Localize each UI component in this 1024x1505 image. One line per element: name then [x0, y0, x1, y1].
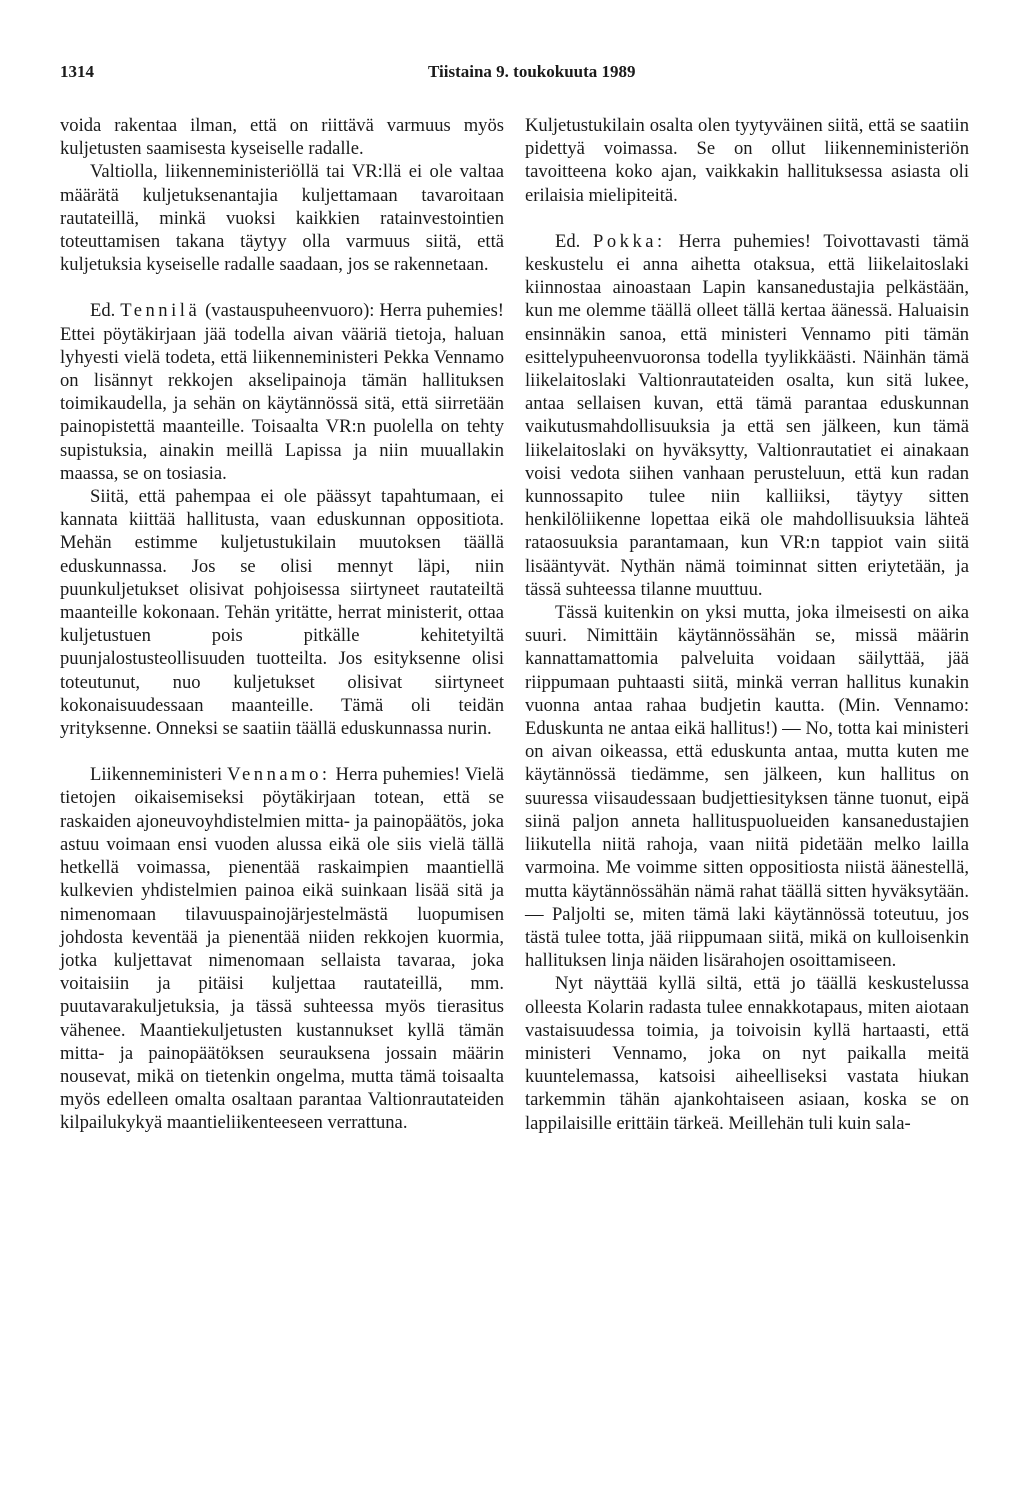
paragraph: Kuljetustukilain osalta olen tyytyväinen siitä, että se saatiin pidettyä voimassa. Se on ollut liikenneministeriön tavoitteena koko ajan, vaikkakin hallituksessa asiasta oli erilaisia mielipiteitä.	[525, 115, 969, 206]
page-header	[60, 62, 970, 88]
speech-text: Herra puhemies! Toivottavasti tämä keskustelu ei anna aihetta otaksua, että liikelaitoslaki kiinnostaa ainoastaan Lapin kansanedustajia pelkästään, kun me olemme täällä olleet tällä kertaa äänessä. Haluaisin ensinnäkin sanoa, että ministeri Vennamo piti tämän esittelypuheenvuoronsa todella tyylikkäästi. Näinhän tämä liikelaitoslaki Valtionrautateiden osalta, kun sitä lukee, antaa sellaisen kuvan, että tämä parantaa eduskunnan vaikutusmahdollisuuksia ja että sen jälkeen, kun tämä liikelaitoslaki on hyväksytty, Valtionrautatiet ei ainakaan voisi vedota siihen vanhaan perusteluun, että kun radan kunnossapito tulee niin kalliiksi, täytyy sitten henkilöliikenne lopettaa eikä ole mahdollisuuksia lähteä rataosuuksia parantamaan, kun VR:n tappiot vain siitä lisääntyvät. Nythän nämä toiminnat sitten eriytetään, ja tässä suhteessa tilanne muuttuu.	[525, 230, 969, 600]
speaker-title: Ed.	[90, 300, 116, 322]
speech-pokka	[525, 230, 969, 601]
speaker-title: Liikenneministeri	[90, 764, 223, 786]
speech-note: (vastauspuheenvuoro):	[205, 300, 375, 322]
paragraph: voida rakentaa ilman, että on riittävä varmuus myös kuljetusten saamisesta kyseiselle radalle.	[60, 115, 504, 160]
speaker-name: Vennamo:	[227, 764, 331, 786]
right-column	[525, 114, 969, 1135]
paragraph: Tässä kuitenkin on yksi mutta, joka ilmeisesti on aika suuri. Nimittäin käytännössähän se, missä määrin kannattamattomia palveluita voidaan säilyttää, jää riippumaan puhtaasti siitä, minkä verran hallitus kunakin vuonna antaa rahaa budjetin kautta. (Min. Vennamo: Eduskunta ne antaa eikä hallitus!) — No, totta kai ministeri on aivan oikeassa, että eduskunta antaa, mutta kuten me käytännössä tiedämme, sen jälkeen, kun hallitus on suuressa viisaudessaan budjettiesityksen tänne tuonut, eipä siinä paljon anneta hallituspuolueiden kansanedustajien liikutella niitä rahoja, vaan niitä pidetään melko lailla varmoina. Me voimme sitten oppositiosta niistä äänestellä, mutta käytännössähän nämä rahat täällä sitten hyväksytään. — Paljolti se, miten tämä laki käytännössä toteutuu, jos tästä tulee totta, jää riippumaan siitä, mikä on kulloisenkin hallituksen linja näiden lisärahojen osoittamiseen.	[525, 602, 969, 972]
paragraph: Nyt näyttää kyllä siltä, että jo täällä keskustelussa olleesta Kolarin radasta tulee ennakkotapaus, miten aiotaan vastaisuudessa toimia, ja toivoisin kyllä hartaasti, että ministeri Vennamo, joka on nyt paikalla meitä kuuntelemassa, katsoisi aiheelliseksi vastata hiukan tarkemmin tähän ajankohtaiseen asiaan, koska se on lappilaisille erittäin tärkeä. Meillehän tuli kuin sala-	[525, 973, 969, 1134]
paragraph: Valtiolla, liikenneministeriöllä tai VR:llä ei ole valtaa määrätä kuljetuksenantajia kuljettamaan tavaroitaan rautateillä, minkä vuoksi kaikkien ratainvestointien toteuttamisen takana täytyy olla varmuus siitä, että kuljetuksia kyseiselle radalle saadaan, jos se rakennetaan.	[60, 161, 504, 276]
speaker-name: Tennilä	[120, 300, 201, 322]
paragraph: Siitä, että pahempaa ei ole päässyt tapahtumaan, ei kannata kiittää hallitusta, vaan eduskunnan oppositiota. Mehän estimme kuljetustukilain muutoksen täällä eduskunnassa. Jos se olisi mennyt läpi, niin puunkuljetukset olisivat pohjoisessa siirtyneet rautateiltä maanteille kokonaan. Tehän yritätte, herrat ministerit, ottaa kuljetustuen pois pitkälle kehitetyiltä puunjalostusteollisuuden tuotteilta. Jos esityksenne olisi toteutunut, nuo kuljetukset olisivat siirtyneet kokonaisuudessaan maanteille. Tämä oli teidän yrityksenne. Onneksi se saatiin täällä eduskunnassa nurin.	[60, 486, 504, 740]
speaker-title: Ed.	[555, 230, 581, 252]
speech-vennamo	[60, 763, 504, 1134]
speech-text: Herra puhemies! Ettei pöytäkirjaan jää todella aivan vääriä tietoja, haluan lyhyesti vielä todeta, että liikenneministeri Pekka Vennamo on lisännyt rekkojen akselipainoja tämän hallituksen toimikaudella, ja sehän on käytännössä sitä, että siirretään painopistettä maanteille. Toisaalta VR:n puolella on tehty supistuksia, ainakin meillä Lapissa ja niin muuallakin maassa, se on tosiasia.	[60, 300, 504, 484]
session-date: Tiistaina 9. toukokuuta 1989	[428, 62, 636, 81]
left-column	[60, 114, 504, 1135]
speech-text: Herra puhemies! Vielä tietojen oikaisemiseksi pöytäkirjaan totean, että se raskaiden ajoneuvoyhdistelmien mitta- ja painopäätös, joka astuu voimaan ensi vuoden alussa eikä ole siis vielä tällä hetkellä voimassa, pienentää raskaimpien maantiellä kulkevien yhdistelmien painoa eikä suinkaan lisää sitä ja nimenomaan tilavuuspainojärjestelmästä luopumisen johdosta keventää ja pienentää niiden rekkojen kuormia, jotka kuljettavat nimenomaan sellaista tavaraa, joka voitaisiin ja pitäisi kuljettaa rautateillä, mm. puutavarakuljetuksia, ja tässä suhteessa myös tierasitus vähenee. Maantiekuljetusten kustannukset kyllä tämän mitta- ja painopäätöksen seurauksena jossain määrin nousevat, mikä on tietenkin ongelma, mutta tämä toisaalta myös edelleen omalta osaltaan parantaa Valtionrautateiden kilpailukykyä maantieliikenteeseen verrattuna.	[60, 764, 504, 1134]
page-number: 1314	[60, 62, 94, 81]
speaker-name: Pokka:	[593, 230, 666, 252]
speech-tennila	[60, 299, 504, 485]
